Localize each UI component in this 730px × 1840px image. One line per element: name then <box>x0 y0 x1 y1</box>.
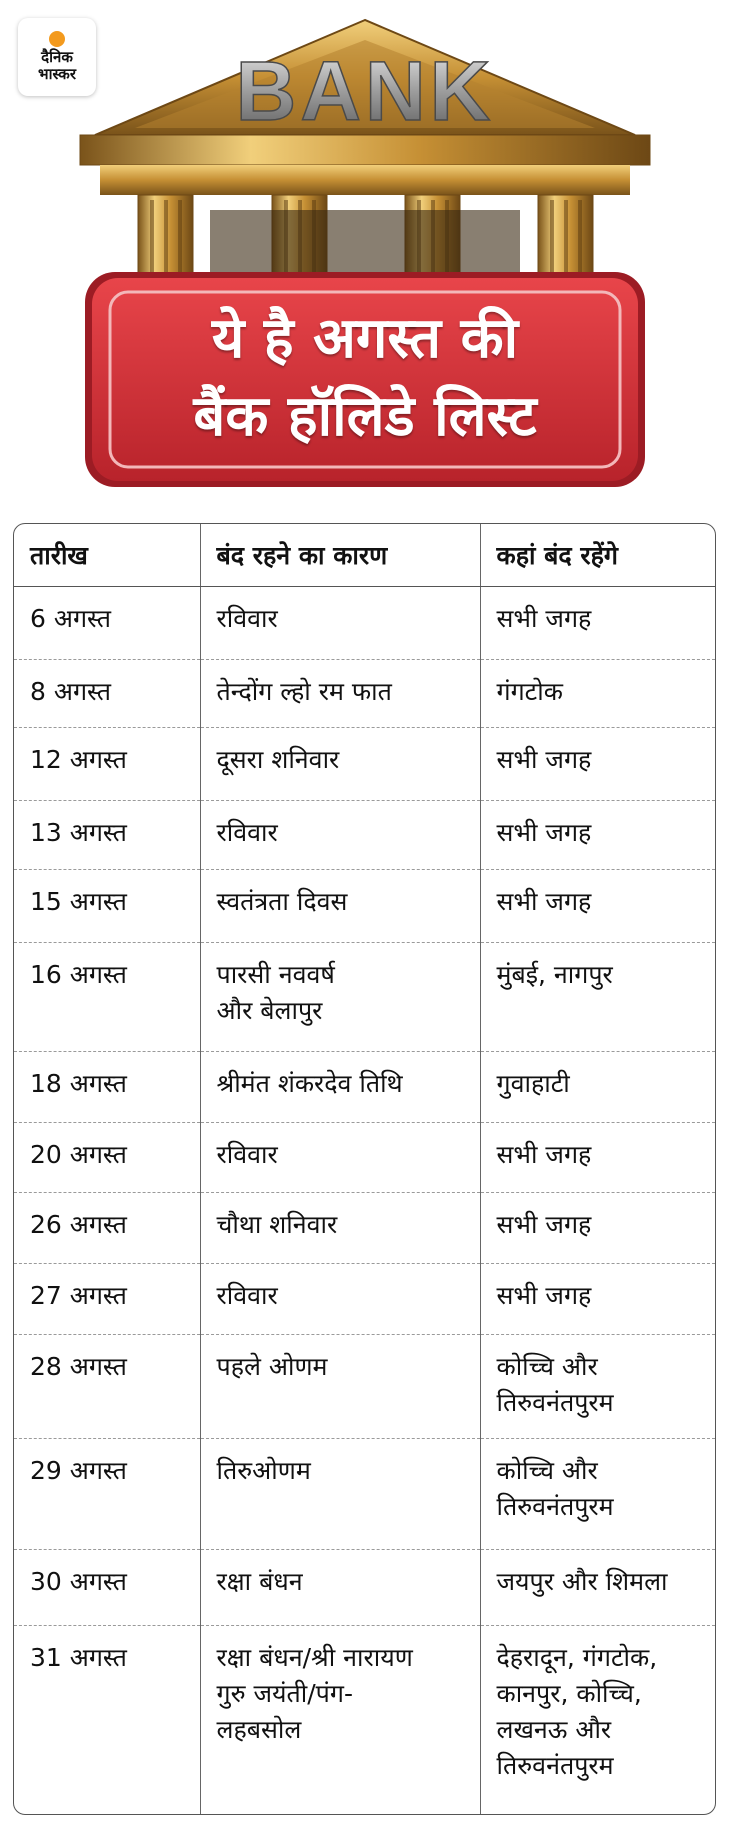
cell-place <box>480 1335 715 1439</box>
cell-reason-line: स्वतंत्रता दिवस <box>216 886 348 916</box>
cell-place-line: कोच्चि और <box>496 1352 598 1382</box>
cell-place-line: देहरादून, गंगटोक, <box>496 1642 658 1672</box>
table-row <box>14 869 715 942</box>
cell-date: 31 अगस्त <box>14 1625 200 1814</box>
cell-reason-line: रक्षा बंधन <box>216 1566 303 1596</box>
headline-line1: ये है अगस्त की <box>211 306 519 371</box>
cell-place-line: सभी जगह <box>496 603 592 633</box>
cell-place-line: मुंबई, नागपुर <box>496 960 613 990</box>
cell-place <box>480 1549 715 1625</box>
cell-place <box>480 1193 715 1264</box>
logo-line2: भास्कर <box>38 65 76 83</box>
cell-place <box>480 943 715 1052</box>
table-row <box>14 586 715 659</box>
header-date: तारीख <box>14 524 200 586</box>
holiday-table <box>13 523 716 1815</box>
cell-reason <box>200 1264 480 1335</box>
cell-date: 20 अगस्त <box>14 1122 200 1193</box>
cell-reason <box>200 659 480 727</box>
table-row <box>14 1051 715 1122</box>
bank-text: BANK <box>235 44 495 138</box>
cell-reason <box>200 1193 480 1264</box>
cell-date: 29 अगस्त <box>14 1438 200 1549</box>
cell-place-line: सभी जगह <box>496 1281 592 1311</box>
header-reason: बंद रहने का कारण <box>200 524 480 586</box>
cell-date: 12 अगस्त <box>14 728 200 801</box>
cell-reason-line: गुरु जयंती/पंग- <box>216 1678 353 1708</box>
cell-place <box>480 1438 715 1549</box>
table-row <box>14 659 715 727</box>
cell-reason-line: लहबसोल <box>216 1714 302 1744</box>
cell-place <box>480 869 715 942</box>
cell-place-line: तिरुवनंतपुरम <box>496 1750 614 1780</box>
cell-place-line: सभी जगह <box>496 1210 592 1240</box>
cell-place <box>480 1625 715 1814</box>
cell-date: 30 अगस्त <box>14 1549 200 1625</box>
cell-place <box>480 1122 715 1193</box>
cell-place-line: लखनऊ और <box>496 1714 612 1744</box>
table-row <box>14 1122 715 1193</box>
cell-date: 18 अगस्त <box>14 1051 200 1122</box>
cell-reason-line: तिरुओणम <box>216 1455 311 1485</box>
cell-place-line: सभी जगह <box>496 818 592 848</box>
cell-reason-line: तेन्दोंग ल्हो रम फात <box>216 676 392 706</box>
cell-place-line: सभी जगह <box>496 1139 592 1169</box>
cell-date: 27 अगस्त <box>14 1264 200 1335</box>
logo-line1: दैनिक <box>41 48 73 66</box>
cell-date: 28 अगस्त <box>14 1335 200 1439</box>
cell-reason-line: और बेलापुर <box>216 996 323 1026</box>
header-place: कहां बंद रहेंगे <box>480 524 715 586</box>
headline-line2: बैंक हॉलिडे लिस्ट <box>193 384 537 449</box>
cell-reason <box>200 943 480 1052</box>
cell-reason <box>200 1549 480 1625</box>
cell-reason-line: रविवार <box>216 818 278 848</box>
table-header-row <box>14 524 715 586</box>
cell-reason <box>200 1438 480 1549</box>
table-row <box>14 1264 715 1335</box>
table-row <box>14 1549 715 1625</box>
cell-reason-line: पहले ओणम <box>216 1352 328 1382</box>
cell-place <box>480 659 715 727</box>
cell-place-line: कानपुर, कोच्चि, <box>496 1678 642 1708</box>
cell-reason <box>200 1625 480 1814</box>
cell-reason-line: दूसरा शनिवार <box>216 745 340 775</box>
table-row <box>14 1193 715 1264</box>
cell-reason-line: चौथा शनिवार <box>216 1210 338 1240</box>
table-row <box>14 728 715 801</box>
cell-reason-line: रविवार <box>216 1139 278 1169</box>
cell-date: 6 अगस्त <box>14 586 200 659</box>
cell-place-line: सभी जगह <box>496 886 592 916</box>
cell-reason-line: रविवार <box>216 603 278 633</box>
cell-reason <box>200 869 480 942</box>
cell-reason-line: रक्षा बंधन/श्री नारायण <box>216 1642 413 1672</box>
cell-date: 15 अगस्त <box>14 869 200 942</box>
cell-date: 16 अगस्त <box>14 943 200 1052</box>
table-row <box>14 1625 715 1814</box>
cell-date: 26 अगस्त <box>14 1193 200 1264</box>
table-row <box>14 801 715 869</box>
cell-place <box>480 728 715 801</box>
cell-reason-line: पारसी नववर्ष <box>216 960 335 990</box>
headline <box>0 300 730 456</box>
cell-reason <box>200 1122 480 1193</box>
cell-place <box>480 801 715 869</box>
table-row <box>14 1335 715 1439</box>
cell-reason <box>200 586 480 659</box>
cell-place-line: तिरुवनंतपुरम <box>496 1388 614 1418</box>
cell-place-line: कोच्चि और <box>496 1455 598 1485</box>
cell-reason <box>200 728 480 801</box>
cell-place <box>480 1051 715 1122</box>
cell-place-line: तिरुवनंतपुरम <box>496 1491 614 1521</box>
cell-place-line: जयपुर और शिमला <box>496 1566 668 1596</box>
logo <box>18 18 96 96</box>
cell-reason <box>200 1335 480 1439</box>
cell-place <box>480 1264 715 1335</box>
table-row <box>14 943 715 1052</box>
cell-date: 8 अगस्त <box>14 659 200 727</box>
cell-place-line: गंगटोक <box>496 676 563 706</box>
cell-place <box>480 586 715 659</box>
cell-place-line: सभी जगह <box>496 745 592 775</box>
logo-dot-icon <box>49 31 65 47</box>
cell-place-line: गुवाहाटी <box>496 1068 570 1098</box>
cell-reason <box>200 801 480 869</box>
cell-reason <box>200 1051 480 1122</box>
cell-reason-line: रविवार <box>216 1281 278 1311</box>
table-row <box>14 1438 715 1549</box>
cell-reason-line: श्रीमंत शंकरदेव तिथि <box>216 1068 403 1098</box>
cell-date: 13 अगस्त <box>14 801 200 869</box>
